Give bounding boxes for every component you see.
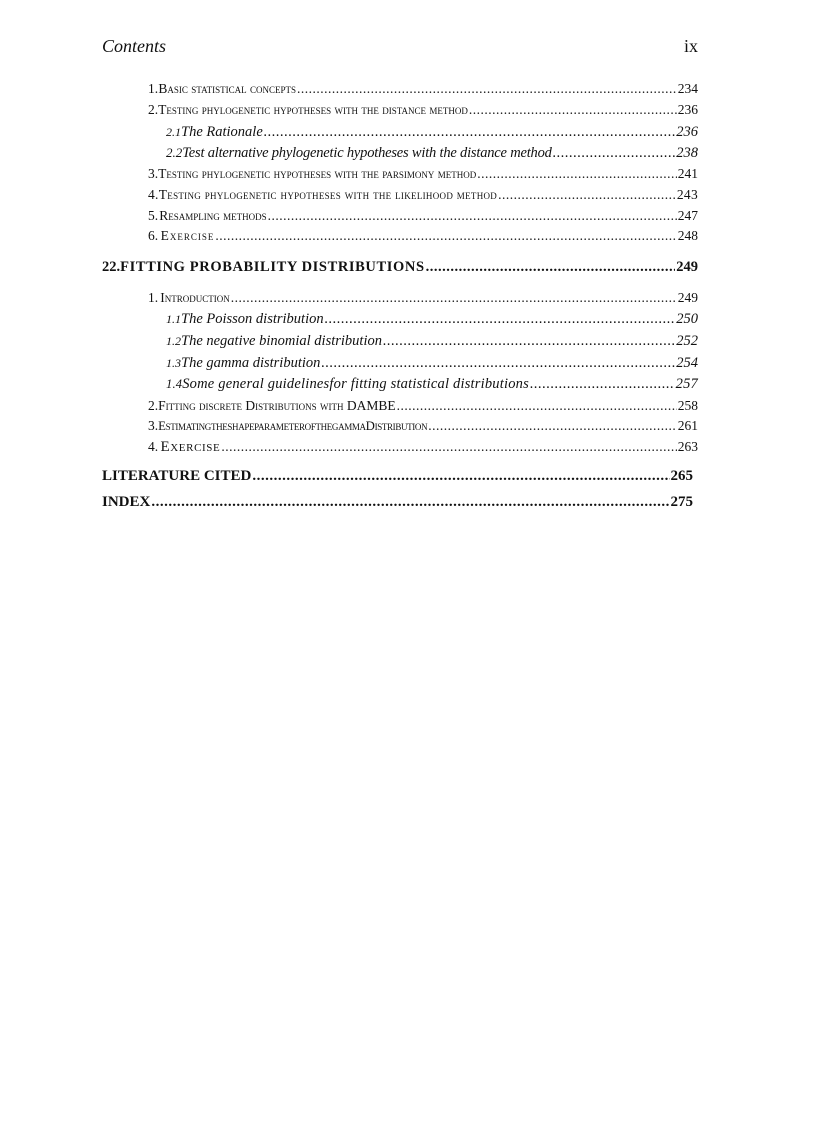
toc-entry-number: 2.: [148, 102, 159, 117]
dot-leader: [231, 290, 677, 306]
back-matter-entry[interactable]: [102, 468, 693, 484]
toc-entry-page: 241: [677, 166, 698, 181]
toc-entry-page: 243: [676, 187, 698, 202]
toc-entry-number: 1.: [148, 290, 159, 305]
toc-entry-number: 4.: [148, 187, 159, 202]
dot-leader: [383, 333, 675, 349]
toc-entry-number: 2.1: [166, 125, 181, 139]
toc-entry-number: 1.1: [166, 312, 181, 326]
dot-leader: [264, 124, 675, 140]
back-matter-page: 265: [670, 468, 693, 484]
toc-entry-title: The negative binomial distribution: [181, 333, 382, 349]
toc-entry-page: 236: [677, 102, 698, 117]
toc-subentry[interactable]: [166, 145, 698, 161]
dot-leader: [268, 208, 677, 224]
toc-entry-title: Exercise: [160, 439, 221, 455]
dot-leader: [325, 311, 676, 327]
dot-leader: [221, 439, 676, 455]
toc-entry-title: The Rationale: [181, 124, 263, 140]
toc-entry-title: Introduction: [160, 290, 230, 305]
dot-leader: [498, 187, 676, 203]
toc-entry-page: 247: [677, 208, 698, 223]
dot-leader: [530, 376, 675, 392]
dot-leader: [426, 259, 676, 275]
toc-entry-number: 3.: [148, 166, 159, 181]
dot-leader: [397, 398, 677, 414]
toc-entry[interactable]: [148, 208, 698, 224]
back-matter-entry[interactable]: [102, 494, 693, 510]
toc-entry-title: Fitting discrete Distributions with DAMBE: [158, 398, 396, 413]
chapter-title: FITTING PROBABILITY DISTRIBUTIONS: [120, 259, 425, 275]
page-number: ix: [683, 36, 698, 56]
back-matter-title: LITERATURE CITED: [102, 468, 252, 484]
back-matter-page: 275: [670, 494, 693, 510]
toc-entry-title: Testing phylogenetic hypotheses with the parsimony method: [158, 166, 477, 181]
toc-entry[interactable]: [148, 290, 698, 306]
toc-entry-number: 1.2: [166, 334, 181, 348]
toc-entry-number: 1.4: [166, 377, 183, 391]
toc-subentry[interactable]: [166, 311, 698, 327]
toc-entry-number: 1.: [148, 81, 159, 96]
toc-entry-number: 2.: [148, 398, 159, 413]
toc-entry-title: EstimatingtheshapeparameterofthegammaDistribution: [158, 419, 428, 433]
toc-entry-page: 252: [676, 333, 698, 349]
toc-entry-title: Some general guidelinesfor fitting statistical distributions: [182, 376, 529, 392]
toc-entry[interactable]: [148, 81, 698, 97]
toc-entry-page: 249: [677, 290, 698, 305]
toc-entry-number: 5.: [148, 208, 159, 223]
toc-entry-page: 234: [677, 81, 698, 96]
toc-entry-page: 250: [676, 311, 698, 327]
dot-leader: [477, 166, 676, 182]
chapter-heading[interactable]: [102, 259, 698, 275]
toc-entry-page: 257: [675, 376, 698, 392]
toc-entry[interactable]: [148, 102, 698, 118]
toc-entry-title: Basic statistical concepts: [158, 81, 296, 96]
toc-entry-page: 263: [677, 439, 698, 454]
chapter-page: 249: [676, 259, 698, 275]
dot-leader: [553, 145, 676, 161]
toc-entry-page: 258: [677, 398, 698, 413]
toc-entry-title: Exercise: [160, 228, 215, 243]
toc-subentry[interactable]: [166, 376, 698, 392]
toc-entry[interactable]: [148, 187, 698, 203]
dot-leader: [215, 228, 676, 244]
toc-entry[interactable]: [148, 439, 698, 455]
toc-subentry[interactable]: [166, 124, 698, 140]
toc-entry-page: 238: [676, 145, 698, 161]
toc-entry[interactable]: [148, 166, 698, 182]
toc-entry-number: 6.: [148, 228, 159, 243]
toc-subentry[interactable]: [166, 355, 698, 371]
toc-entry-number: 2.2: [166, 145, 183, 160]
running-header: [102, 36, 698, 57]
dot-leader: [321, 355, 675, 371]
toc-entry-title: Test alternative phylogenetic hypotheses with the distance method: [182, 145, 552, 161]
dot-leader: [252, 468, 669, 484]
back-matter-title: INDEX: [102, 494, 151, 510]
toc-entry-title: Resampling methods: [159, 208, 267, 223]
toc-entry-page: 236: [676, 124, 698, 140]
dot-leader: [428, 418, 677, 434]
toc-entry[interactable]: [148, 398, 698, 414]
dot-leader: [151, 494, 669, 510]
running-title: Contents: [102, 36, 167, 56]
dot-leader: [297, 81, 677, 97]
toc-entry-title: The gamma distribution: [181, 355, 321, 371]
toc-entry-number: 3.: [148, 418, 159, 433]
toc-entry[interactable]: [148, 418, 698, 434]
toc-entry-title: The Poisson distribution: [181, 311, 324, 327]
toc-entry-title: Testing phylogenetic hypotheses with the distance method: [158, 102, 468, 117]
toc-entry-title: Testing phylogenetic hypotheses with the likelihood method: [158, 187, 498, 202]
dot-leader: [469, 102, 677, 118]
toc-entry-page: 261: [677, 418, 698, 433]
toc-entry[interactable]: [148, 228, 698, 244]
toc-entry-page: 248: [677, 228, 698, 243]
toc-entry-number: 1.3: [166, 356, 181, 370]
toc-entry-number: 4.: [148, 439, 159, 454]
toc-subentry[interactable]: [166, 333, 698, 349]
chapter-number: 22.: [102, 259, 121, 275]
toc-entry-page: 254: [676, 355, 698, 371]
